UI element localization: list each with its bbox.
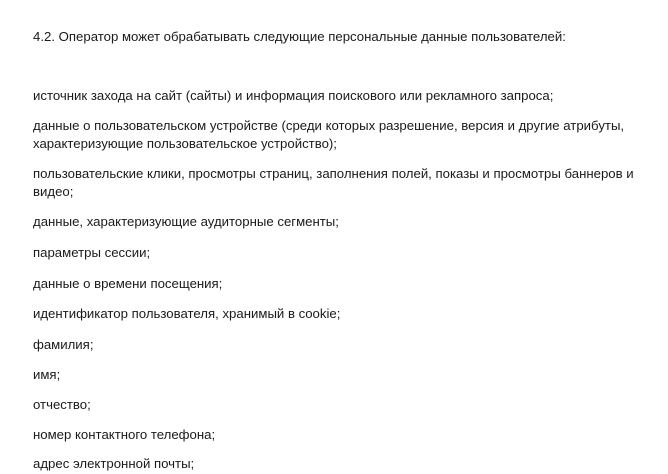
list-item-surname: фамилия; xyxy=(33,337,94,352)
list-item-first-name: имя; xyxy=(33,367,61,382)
list-item-device-data: данные о пользовательском устройстве (среди которых разрешение, версия и другие атрибуты, характеризующие пользовательское устройство); xyxy=(33,118,625,151)
list-item-user-clicks: пользовательские клики, просмотры страниц, заполнения полей, показы и просмотры баннеров и видео; xyxy=(33,166,634,199)
list-item-patronymic: отчество; xyxy=(33,397,91,412)
list-item-audience-segments: данные, характеризующие аудиторные сегменты; xyxy=(33,214,339,229)
list-item-cookie-user-id: идентификатор пользователя, хранимый в cookie; xyxy=(33,306,341,321)
list-item-session-parameters: параметры сессии; xyxy=(33,245,151,260)
section-heading: 4.2. Оператор может обрабатывать следующие персональные данные пользователей: xyxy=(33,29,566,44)
list-item-visit-time: данные о времени посещения; xyxy=(33,276,223,291)
list-item-referral-source: источник захода на сайт (сайты) и информация поискового или рекламного запроса; xyxy=(33,88,554,103)
list-item-phone-number: номер контактного телефона; xyxy=(33,427,216,442)
list-item-email-address: адрес электронной почты; xyxy=(33,456,195,471)
